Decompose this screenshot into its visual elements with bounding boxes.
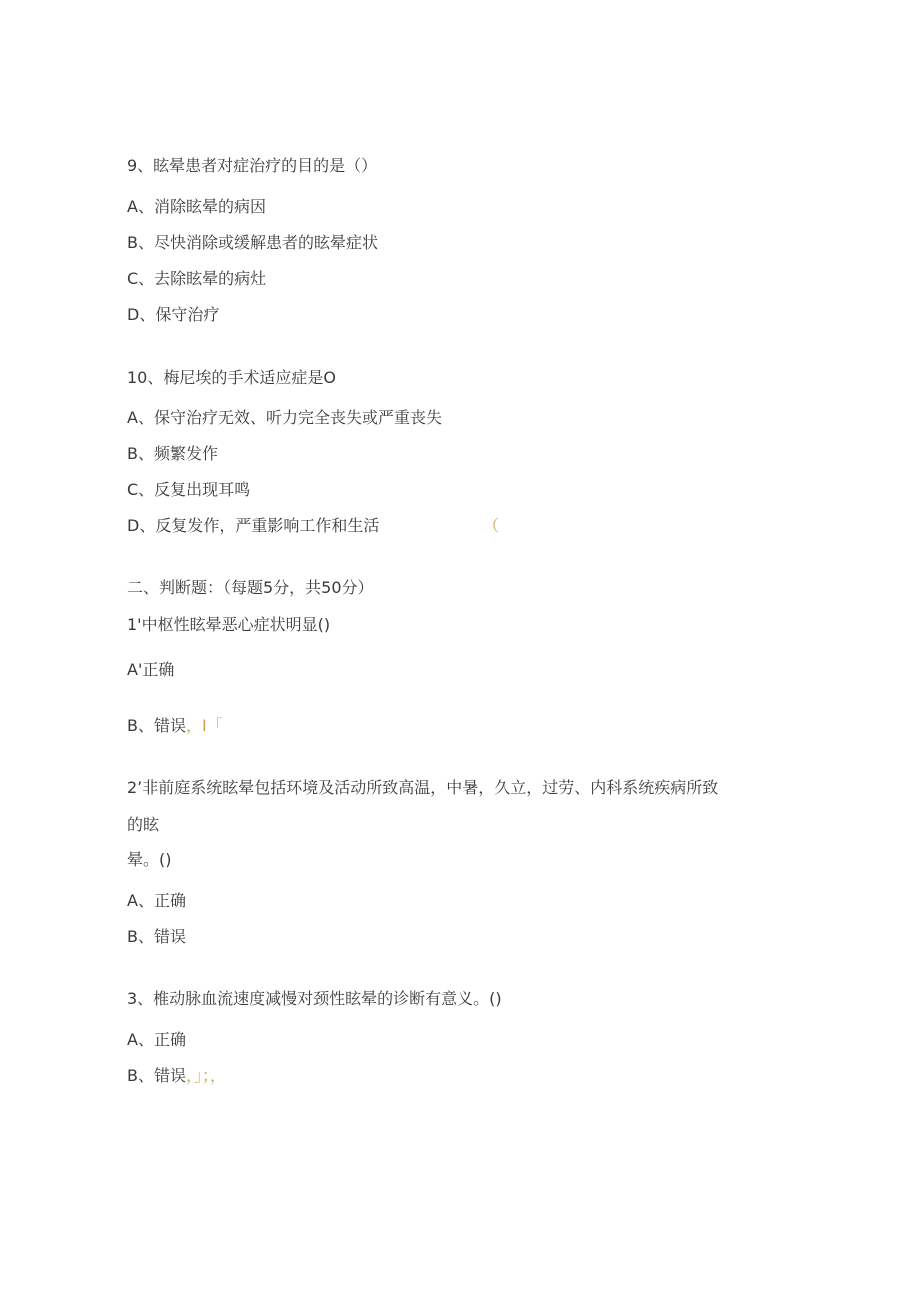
tf1-option-b xyxy=(127,716,223,736)
q10-option-c: C、反复出现耳鸣 xyxy=(127,480,251,499)
tf2-option-a: A、正确 xyxy=(127,891,186,910)
q10-stem: 10、梅尼埃的手术适应症是O xyxy=(127,368,336,387)
tf3-option-b-mark: ，」；， xyxy=(185,1066,226,1085)
tf2-stem-line3: 晕。() xyxy=(127,850,172,869)
q10-stray-mark: （ xyxy=(483,516,500,535)
q9-stem: 9、眩晕患者对症治疗的目的是（） xyxy=(127,156,378,175)
tf3-option-a: A、正确 xyxy=(127,1030,186,1049)
tf2-stem-line1: 2’非前庭系统眩晕包括环境及活动所致高温，中暑，久立，过劳、内科系统疾病所致 xyxy=(127,778,719,797)
tf3-option-b-label: B、错误 xyxy=(127,1066,186,1085)
tf1-option-b-label: B、错误 xyxy=(127,716,186,735)
tf1-option-a: A'正确 xyxy=(127,660,175,679)
section-heading: 二、判断题：（每题5分，共50分） xyxy=(127,578,374,597)
q10-option-a: A、保守治疗无效、听力完全丧失或严重丧失 xyxy=(127,408,442,427)
q9-option-b: B、尽快消除或缓解患者的眩晕症状 xyxy=(127,233,378,252)
tf2-option-b: B、错误 xyxy=(127,927,186,946)
tf3-stem: 3、椎动脉血流速度减慢对颈性眩晕的诊断有意义。() xyxy=(127,989,502,1008)
q10-option-d: D、反复发作，严重影响工作和生活 xyxy=(127,516,380,535)
tf1-stem: 1'中枢性眩晕恶心症状明显() xyxy=(127,615,331,634)
tf2-stem-line2: 的眩 xyxy=(127,815,160,834)
tf1-option-b-mark: ，I「 xyxy=(185,716,223,735)
q9-option-a: A、消除眩晕的病因 xyxy=(127,197,266,216)
q9-option-c: C、去除眩晕的病灶 xyxy=(127,269,267,288)
tf3-option-b xyxy=(127,1066,226,1086)
q10-option-b: B、频繁发作 xyxy=(127,444,218,463)
q9-option-d: D、保守治疗 xyxy=(127,305,220,324)
